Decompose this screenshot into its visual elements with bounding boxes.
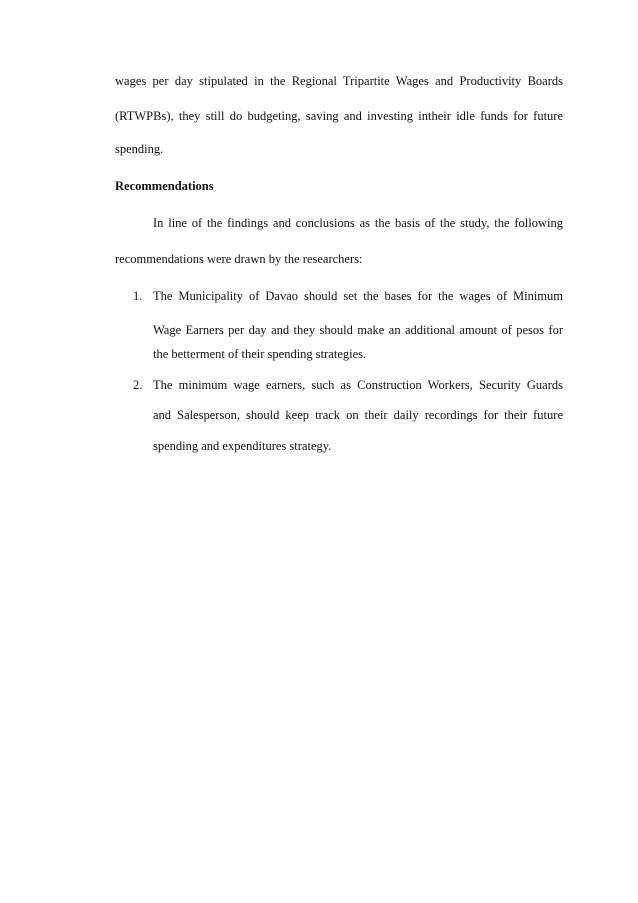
list-item-number: 2. <box>133 378 143 392</box>
list-item-1-line-1: The Municipality of Davao should set the bases for the wages of Minimum <box>153 289 563 303</box>
list-item-1-line-3: the betterment of their spending strategies. <box>153 347 367 361</box>
list-item-2-line-3: spending and expenditures strategy. <box>153 439 332 453</box>
recommendations-heading: Recommendations <box>115 179 214 193</box>
list-item-1-line-2: Wage Earners per day and they should make an additional amount of pesos for <box>153 323 563 337</box>
lead-line-2: recommendations were drawn by the researchers: <box>115 252 363 266</box>
intro-line-3: spending. <box>115 142 164 156</box>
intro-line-1: wages per day stipulated in the Regional Tripartite Wages and Productivity Boards <box>115 74 563 88</box>
list-item-number: 1. <box>133 289 143 303</box>
intro-line-2: (RTWPBs), they still do budgeting, saving and investing intheir idle funds for future <box>115 109 563 123</box>
list-item-2-line-2: and Salesperson, should keep track on their daily recordings for their future <box>153 408 563 422</box>
list-item-2-line-1: The minimum wage earners, such as Construction Workers, Security Guards <box>153 378 563 392</box>
lead-line-1: In line of the findings and conclusions as the basis of the study, the following <box>153 216 563 230</box>
